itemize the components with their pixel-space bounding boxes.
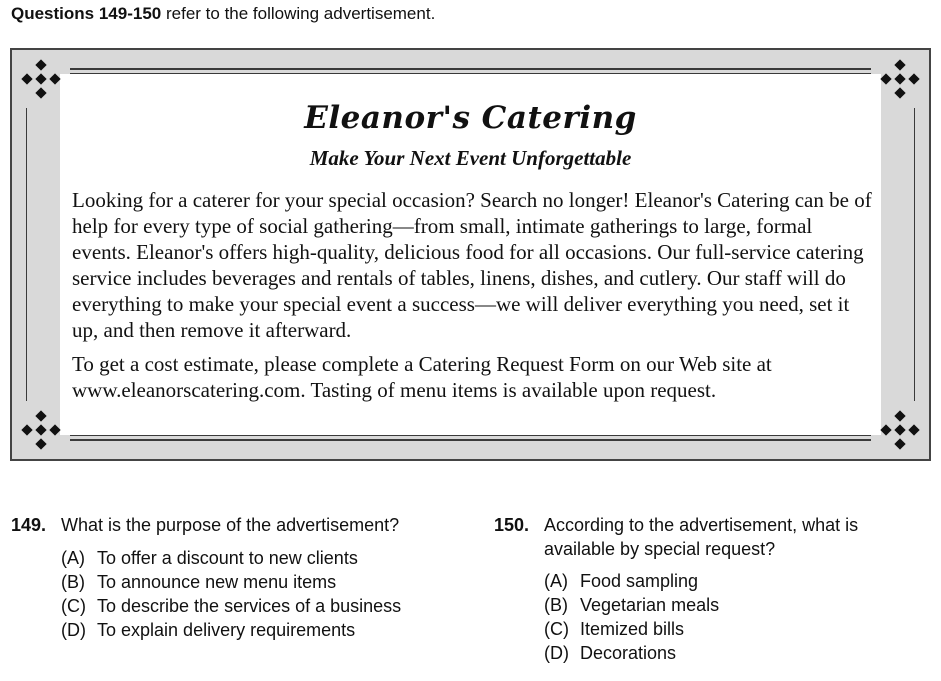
frame-rule xyxy=(70,439,871,441)
answer-option-d[interactable] xyxy=(61,618,401,642)
option-text: To offer a discount to new clients xyxy=(97,548,358,568)
diamond-ornament-icon xyxy=(879,409,921,451)
option-letter: (D) xyxy=(61,620,86,640)
option-text: Food sampling xyxy=(580,571,699,591)
diamond-ornament-icon xyxy=(879,58,921,100)
advertisement-paragraph-1: Looking for a caterer for your special occasion? Search no longer! Eleanor's Catering can be of help for every type of social gathering—from small, intimate gatherings to large, formal events. Eleanor's offers high-quality, delicious food for all occasions. Our full-service catering service includes beverages and rentals of tables, linens, dishes, and cutlery. Our staff will do everything to make your special event a success—we will deliver everything you need, set it up, and then remove it afterward. xyxy=(72,188,872,342)
option-text: To describe the services of a business xyxy=(97,596,402,616)
option-letter: (C) xyxy=(544,619,569,639)
advertisement-paragraph-2: To get a cost estimate, please complete a Catering Request Form on our Web site at www.eleanorscatering.com. Tasting of menu items is available upon request. xyxy=(72,352,772,402)
option-text: Vegetarian meals xyxy=(580,595,720,615)
section-header xyxy=(11,4,435,24)
option-letter: (B) xyxy=(544,595,568,615)
option-text: Itemized bills xyxy=(580,619,685,639)
option-text: To announce new menu items xyxy=(97,572,337,592)
answer-option-a[interactable] xyxy=(61,546,401,570)
option-letter: (D) xyxy=(544,643,569,663)
answer-option-b[interactable] xyxy=(61,570,401,594)
question-text: What is the purpose of the advertisement? xyxy=(61,515,400,535)
header-instruction: refer to the following advertisement. xyxy=(165,4,436,23)
answer-option-d[interactable] xyxy=(544,641,719,665)
frame-rule xyxy=(70,435,871,436)
advertisement-frame xyxy=(10,48,931,461)
diamond-ornament-icon xyxy=(20,58,62,100)
answer-option-b[interactable] xyxy=(544,593,719,617)
answer-options xyxy=(61,546,401,642)
option-letter: (A) xyxy=(544,571,568,591)
option-text: To explain delivery requirements xyxy=(97,620,356,640)
question-text: According to the advertisement, what is available by special request? xyxy=(544,515,859,559)
option-letter: (A) xyxy=(61,548,85,568)
option-text: Decorations xyxy=(580,643,677,663)
advertisement-title: Eleanor's Catering xyxy=(304,100,637,136)
header-question-range: Questions 149-150 xyxy=(11,4,162,23)
question-number: 150. xyxy=(494,515,530,535)
answer-option-a[interactable] xyxy=(544,569,719,593)
answer-options xyxy=(544,569,719,665)
question-149 xyxy=(11,513,471,653)
option-letter: (B) xyxy=(61,572,85,592)
question-number: 149. xyxy=(11,515,47,535)
answer-option-c[interactable] xyxy=(544,617,719,641)
diamond-ornament-icon xyxy=(20,409,62,451)
advertisement-tagline: Make Your Next Event Unforgettable xyxy=(309,146,632,170)
frame-rule xyxy=(70,68,871,70)
answer-option-c[interactable] xyxy=(61,594,401,618)
question-150 xyxy=(494,513,934,673)
option-letter: (C) xyxy=(61,596,86,616)
